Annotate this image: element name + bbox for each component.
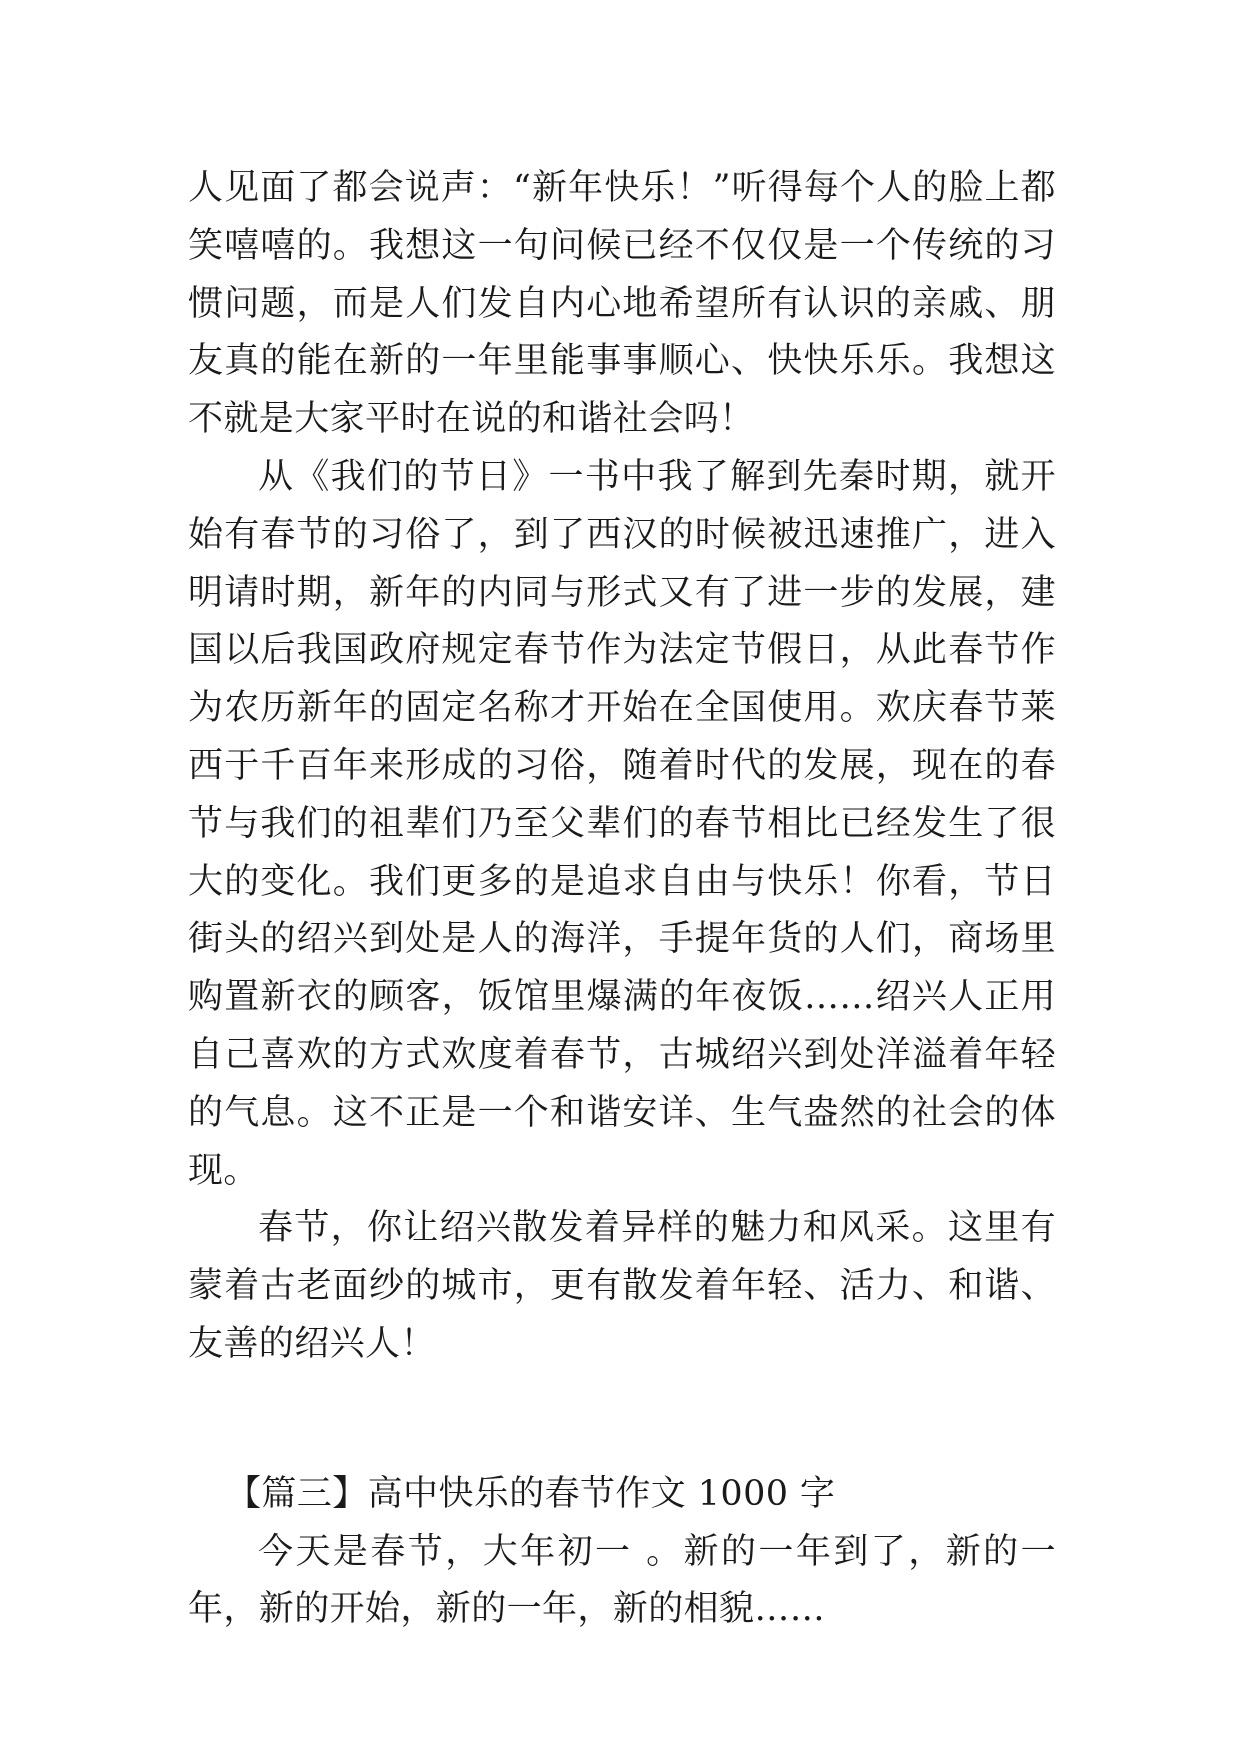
- section-heading: 【篇三】高中快乐的春节作文 1000 字: [226, 1473, 836, 1514]
- paragraph-1: 人见面了都会说声：“新年快乐！”听得每个人的脸上都笑嘻嘻的。我想这一句问候已经不仅仅是一个传统的习惯问题，而是人们发自内心地希望所有认识的亲戚、朋友真的能在新的一年里能事事顺心、快快乐乐。我想这不就是大家平时在说的和谐社会吗！: [188, 168, 1056, 440]
- paragraph-2: 从《我们的节日》一书中我了解到先秦时期，就开始有春节的习俗了，到了西汉的时候被迅速推广，进入明请时期，新年的内同与形式又有了进一步的发展，建国以后我国政府规定春节作为法定节假日，从此春节作为农历新年的固定名称才开始在全国使用。欢庆春节莱西于千百年来形成的习俗，随着时代的发展，现在的春节与我们的祖辈们乃至父辈们的春节相比已经发生了很大的变化。我们更多的是追求自由与快乐！你看，节日街头的绍兴到处是人的海洋，手提年货的人们，商场里购置新衣的顾客，饭馆里爆满的年夜饭……绍兴人正用自己喜欢的方式欢度着春节，古城绍兴到处洋溢着年轻的气息。这不正是一个和谐安详、生气盎然的社会的体现。: [188, 456, 1056, 1191]
- paragraph-3: 春节，你让绍兴散发着异样的魅力和风采。这里有蒙着古老面纱的城市，更有散发着年轻、活力、和谐、友善的绍兴人！: [188, 1208, 1056, 1364]
- paragraph-4: 今天是春节，大年初一 。新的一年到了，新的一年，新的开始，新的一年，新的相貌……: [188, 1531, 1056, 1630]
- document-page: [188, 160, 1056, 1639]
